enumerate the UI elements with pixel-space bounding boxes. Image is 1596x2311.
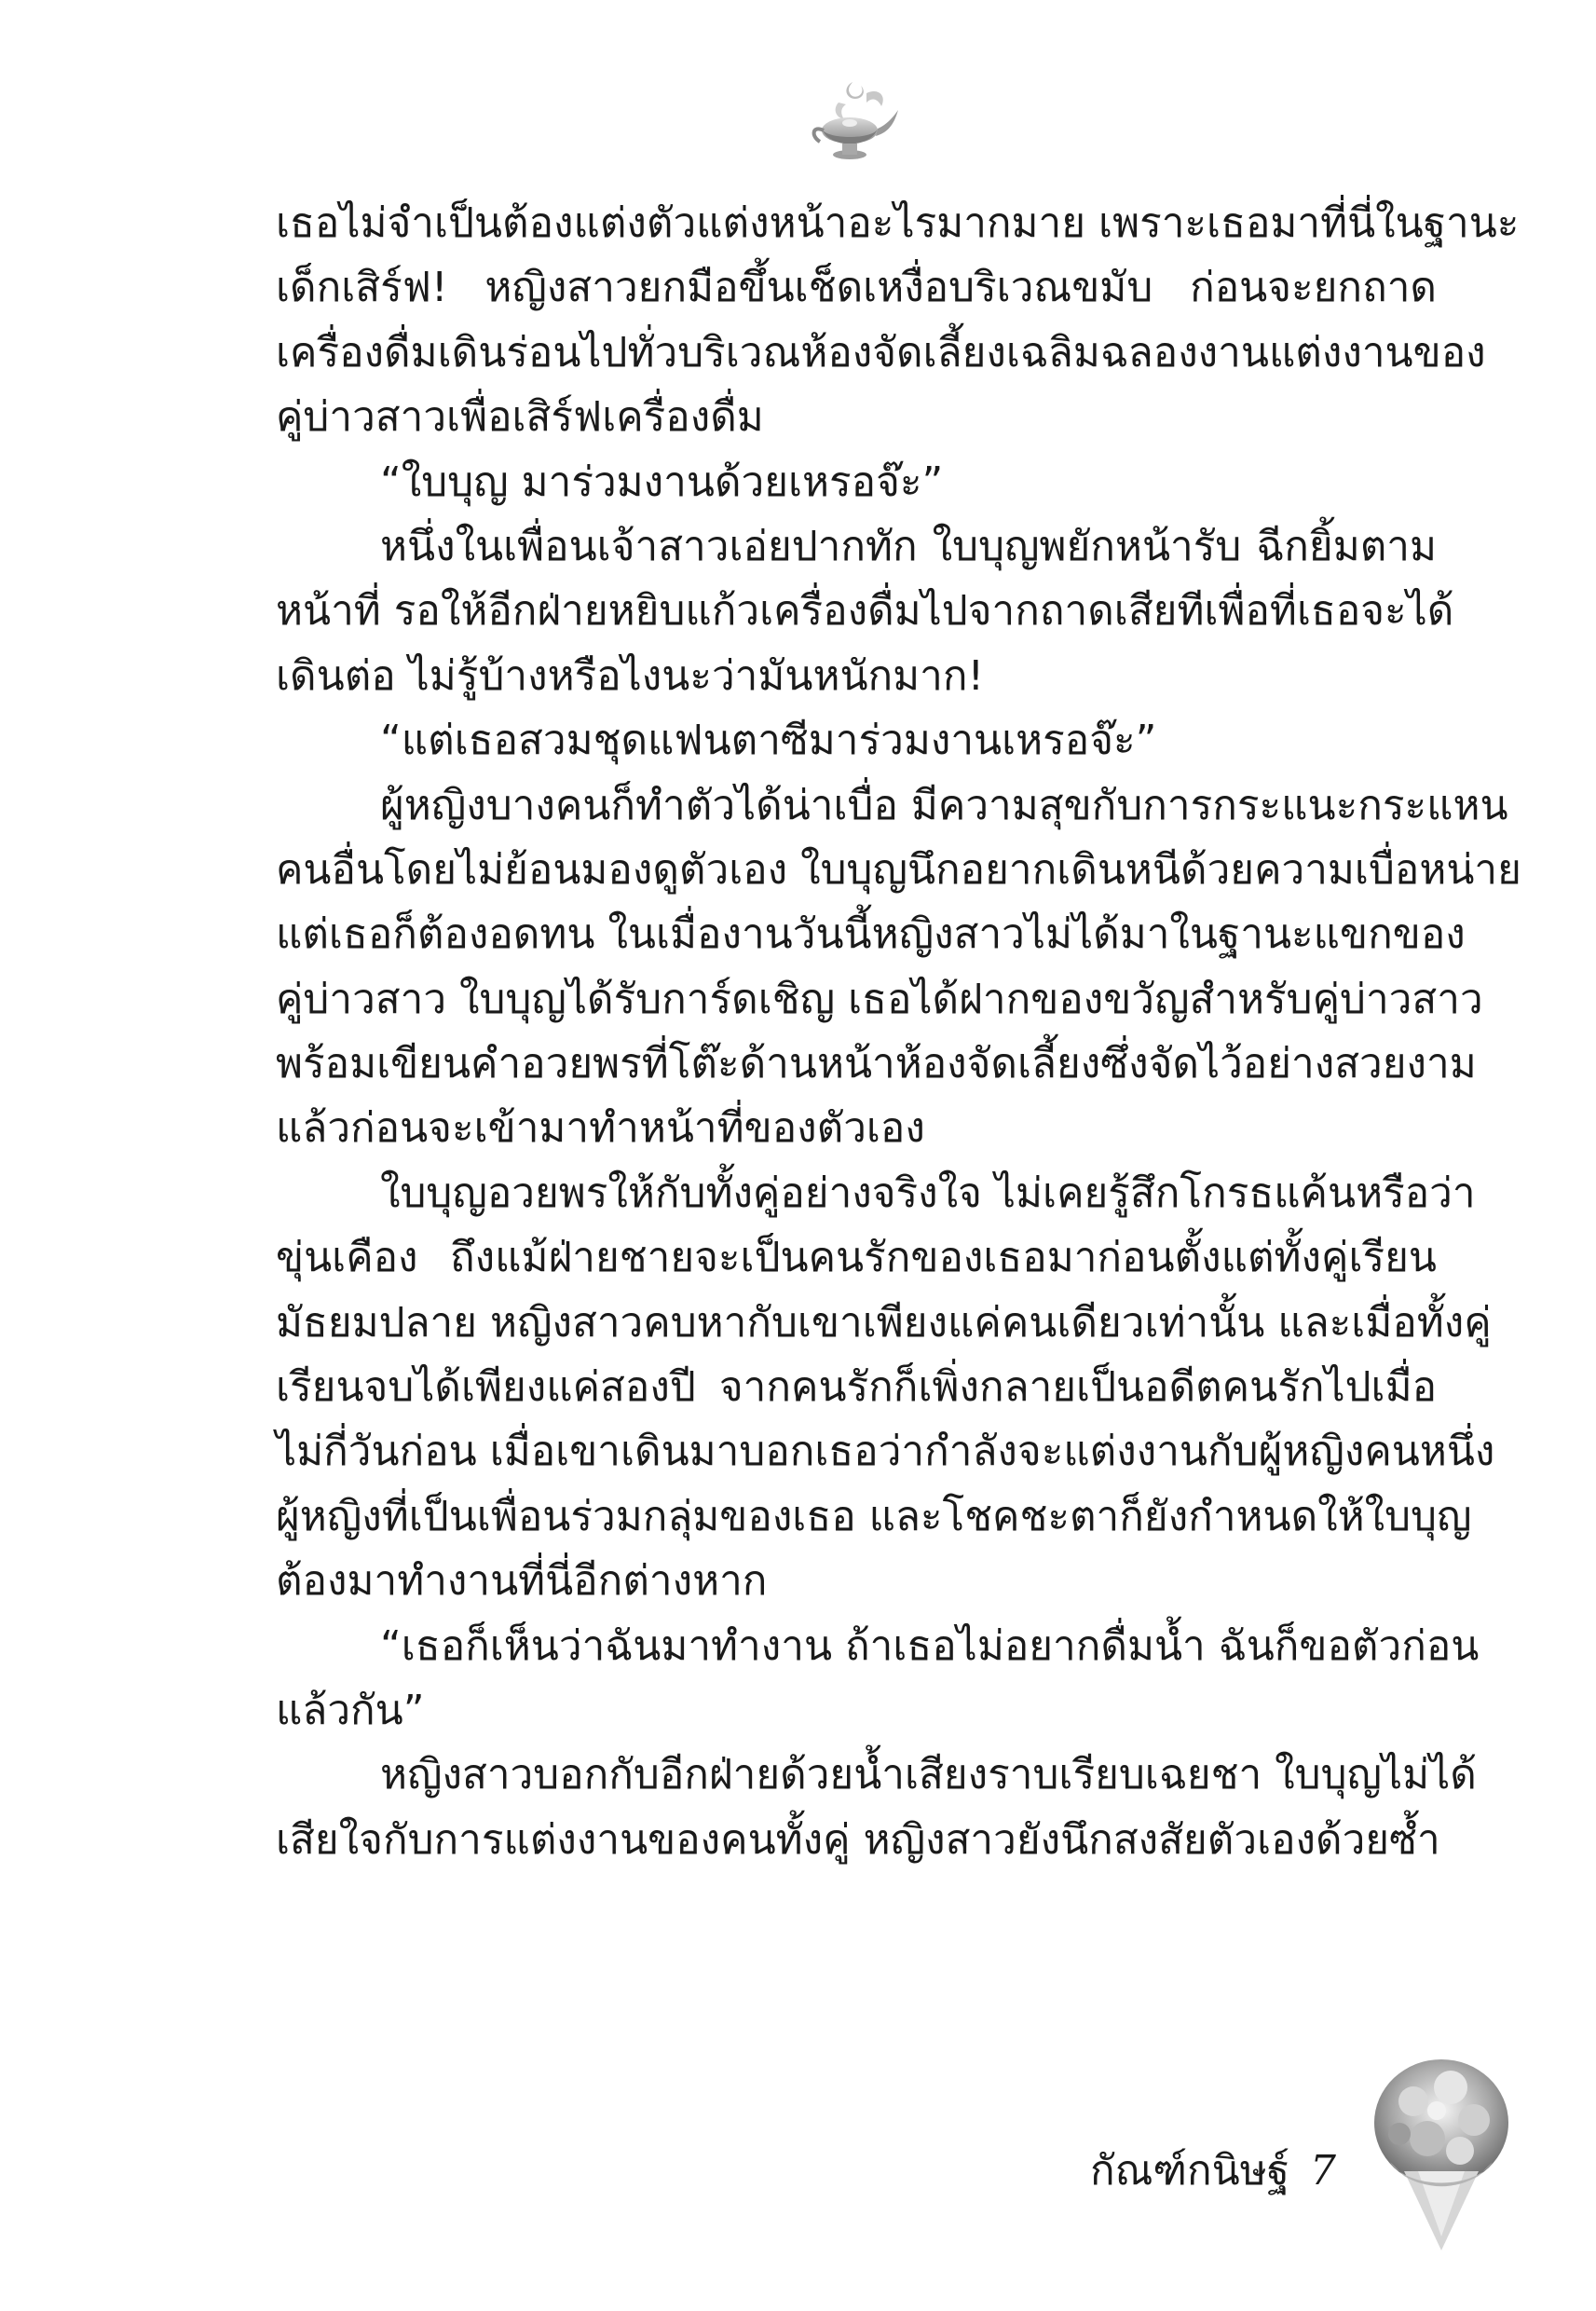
text-line: มัธยมปลาย หญิงสาวคบหากับเขาเพียงแค่คนเดียวเท่านั้น และเมื่อทั้งคู่ — [276, 1298, 1492, 1347]
text-line: คนอื่นโดยไม่ย้อนมองดูตัวเอง ใบบุญนึกอยากเดินหนีด้วยความเบื่อหน่าย — [276, 845, 1521, 894]
text-line: เด็กเสิร์ฟ! หญิงสาวยกมือขึ้นเช็ดเหงื่อบริเวณขมับ ก่อนจะยกถาด — [276, 264, 1437, 312]
text-line: หญิงสาวบอกกับอีกฝ่ายด้วยน้ำเสียงราบเรียบเฉยชา ใบบุญไม่ได้ — [380, 1751, 1477, 1799]
text-line: แล้วก่อนจะเข้ามาทำหน้าที่ของตัวเอง — [276, 1104, 925, 1153]
book-title: กัณฑ์กนิษฐ์ — [1090, 2147, 1289, 2195]
page-footer — [1090, 2143, 1336, 2199]
text-line: เครื่องดื่มเดินร่อนไปทั่วบริเวณห้องจัดเลี้ยงเฉลิมฉลองงานแต่งงานของ — [276, 328, 1486, 376]
text-line: “เธอก็เห็นว่าฉันมาทำงาน ถ้าเธอไม่อยากดื่มน้ำ ฉันก็ขอตัวก่อน — [380, 1621, 1480, 1670]
text-line: แล้วกัน” — [276, 1686, 425, 1734]
text-line: ต้องมาทำงานที่นี่อีกต่างหาก — [276, 1557, 768, 1606]
text-line: เรียนจบได้เพียงแค่สองปี จากคนรักก็เพิ่งกลายเป็นอดีตคนรักไปเมื่อ — [276, 1363, 1437, 1412]
text-line: ใบบุญอวยพรให้กับทั้งคู่อย่างจริงใจ ไม่เคยรู้สึกโกรธแค้นหรือว่า — [380, 1169, 1476, 1217]
text-line: ผู้หญิงบางคนก็ทำตัวได้น่าเบื่อ มีความสุขกับการกระแนะกระแหน — [380, 781, 1508, 829]
page-number: 7 — [1309, 2147, 1336, 2195]
text-line: ผู้หญิงที่เป็นเพื่อนร่วมกลุ่มของเธอ และโชคชะตาก็ยังกำหนดให้ใบบุญ — [276, 1492, 1472, 1540]
text-line: แต่เธอก็ต้องอดทน ในเมื่องานวันนี้หญิงสาวไม่ได้มาในฐานะแขกของ — [276, 910, 1466, 959]
text-line: เธอไม่จำเป็นต้องแต่งตัวแต่งหน้าอะไรมากมาย เพราะเธอมาที่นี่ในฐานะ — [276, 199, 1520, 247]
text-line: เดินต่อ ไม่รู้บ้างหรือไงนะว่ามันหนักมาก! — [276, 651, 985, 700]
text-line: หน้าที่ รอให้อีกฝ่ายหยิบแก้วเครื่องดื่มไปจากถาดเสียทีเพื่อที่เธอจะได้ — [276, 587, 1454, 636]
flower-bouquet-icon — [1362, 2050, 1521, 2260]
text-line: คู่บ่าวสาว ใบบุญได้รับการ์ดเชิญ เธอได้ฝากของขวัญสำหรับคู่บ่าวสาว — [276, 975, 1483, 1023]
text-line: พร้อมเขียนคำอวยพรที่โต๊ะด้านหน้าห้องจัดเลี้ยงซึ่งจัดไว้อย่างสวยงาม — [276, 1040, 1477, 1088]
text-line: เสียใจกับการแต่งงานของคนทั้งคู่ หญิงสาวยังนึกสงสัยตัวเองด้วยซ้ำ — [276, 1815, 1440, 1864]
text-line: คู่บ่าวสาวเพื่อเสิร์ฟเครื่องดื่ม — [276, 393, 764, 442]
text-line: “ใบบุญ มาร่วมงานด้วยเหรอจ๊ะ” — [380, 458, 944, 506]
text-line: “แต่เธอสวมชุดแฟนตาซีมาร่วมงานเหรอจ๊ะ” — [380, 717, 1157, 765]
text-line: ขุ่นเคือง ถึงแม้ฝ่ายชายจะเป็นคนรักของเธอมาก่อนตั้งแต่ทั้งคู่เรียน — [276, 1234, 1437, 1282]
text-line: หนึ่งในเพื่อนเจ้าสาวเอ่ยปากทัก ใบบุญพยักหน้ารับ ฉีกยิ้มตาม — [380, 522, 1437, 570]
page-body-text — [276, 191, 1521, 1872]
text-line: ไม่กี่วันก่อน เมื่อเขาเดินมาบอกเธอว่ากำลังจะแต่งงานกับผู้หญิงคนหนึ่ง — [276, 1428, 1495, 1476]
magic-lamp-icon — [801, 75, 904, 177]
